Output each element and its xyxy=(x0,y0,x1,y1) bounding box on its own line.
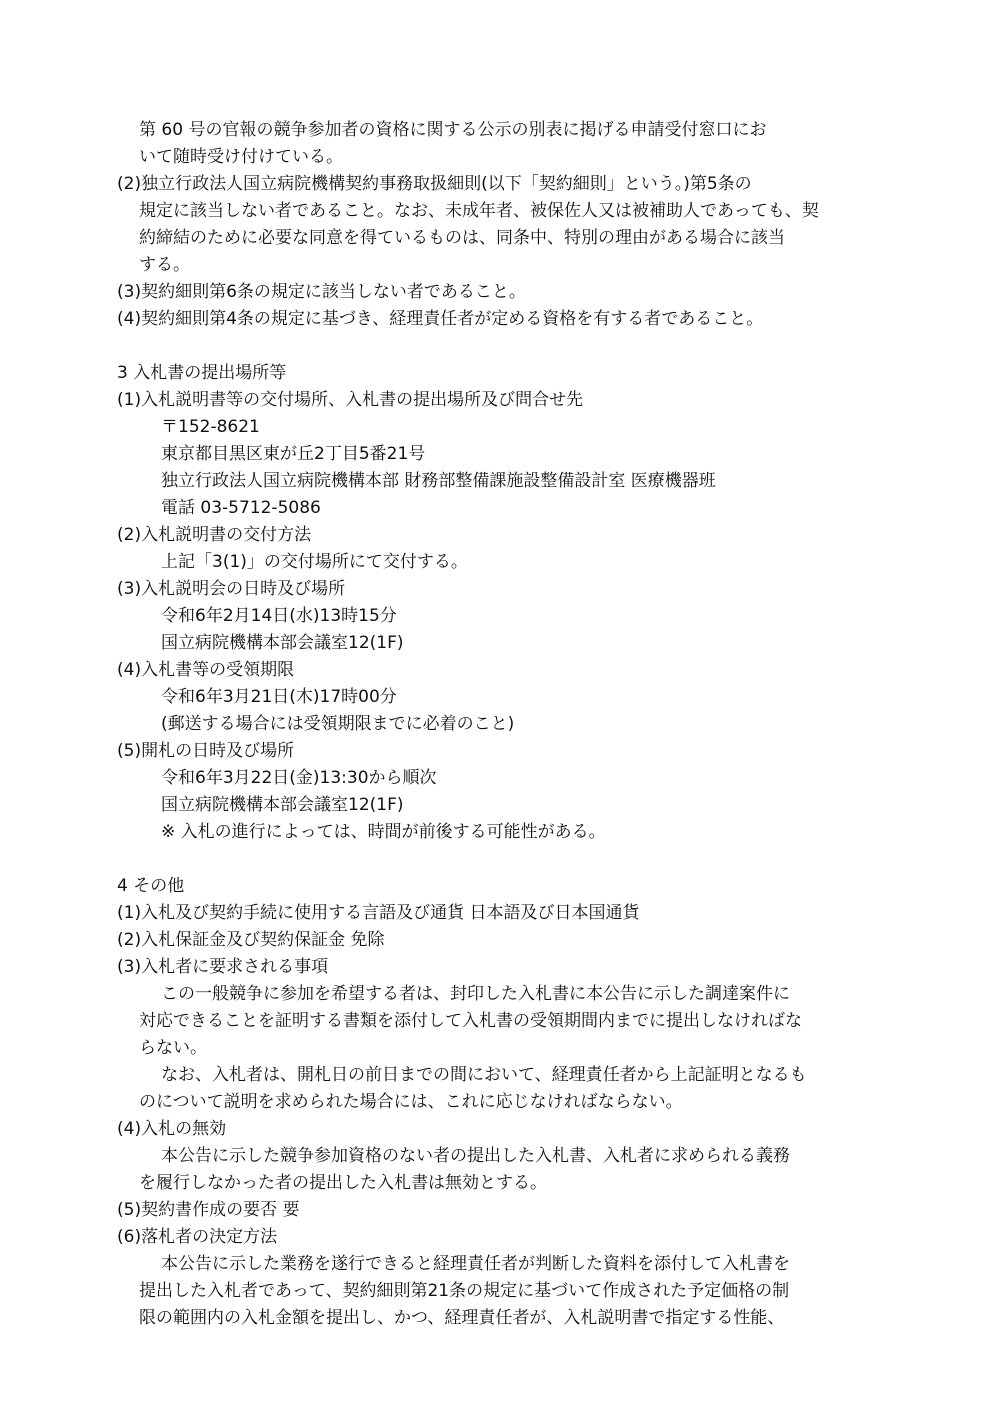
paragraph-line: いて随時受け付けている。 xyxy=(139,147,343,167)
paragraph-line: なお、入札者は、開札日の前日までの間において、経理責任者から上記証明となるも xyxy=(161,1065,807,1085)
list-item: (1)入札説明書等の交付場所、入札書の提出場所及び問合せ先 xyxy=(117,390,584,410)
list-item: (5)契約書作成の要否 要 xyxy=(117,1200,300,1220)
paragraph-line: 上記「3(1)」の交付場所にて交付する。 xyxy=(161,552,468,572)
note: (郵送する場合には受領期限までに必着のこと) xyxy=(161,714,515,734)
paragraph-line: を履行しなかった者の提出した入札書は無効とする。 xyxy=(139,1173,547,1193)
paragraph-line: 第 60 号の官報の競争参加者の資格に関する公示の別表に掲げる申請受付窓口にお xyxy=(139,120,767,140)
paragraph-line: 本公告に示した競争参加資格のない者の提出した入札書、入札者に求められる義務 xyxy=(161,1146,790,1166)
list-item: (6)落札者の決定方法 xyxy=(117,1227,278,1247)
paragraph-line: 対応できることを証明する書類を添付して入札書の受領期間内までに提出しなければな xyxy=(139,1011,802,1031)
list-item: (4)入札書等の受領期限 xyxy=(117,660,295,680)
address: 東京都目黒区東が丘2丁目5番21号 xyxy=(161,444,426,464)
paragraph-line: 本公告に示した業務を遂行できると経理責任者が判断した資料を添付して入札書を xyxy=(161,1254,790,1274)
list-item: (4)契約細則第4条の規定に基づき、経理責任者が定める資格を有する者であること。 xyxy=(117,309,764,329)
datetime: 令和6年3月22日(金)13:30から順次 xyxy=(161,768,437,788)
paragraph-line: 提出した入札者であって、契約細則第21条の規定に基づいて作成された予定価格の制 xyxy=(139,1281,790,1301)
list-item: (2)入札保証金及び契約保証金 免除 xyxy=(117,930,385,950)
list-item: (3)入札説明会の日時及び場所 xyxy=(117,579,346,599)
list-item: (4)入札の無効 xyxy=(117,1119,227,1139)
phone-number: 電話 03-5712-5086 xyxy=(161,498,321,518)
paragraph-line: 約締結のために必要な同意を得ているものは、同条中、特別の理由がある場合に該当 xyxy=(139,228,785,248)
list-item: (3)契約細則第6条の規定に該当しない者であること。 xyxy=(117,282,526,302)
paragraph-line: 限の範囲内の入札金額を提出し、かつ、経理責任者が、入札説明書で指定する性能、 xyxy=(139,1308,785,1328)
paragraph-line: のについて説明を求められた場合には、これに応じなければならない。 xyxy=(139,1092,683,1112)
postal-code: 〒152-8621 xyxy=(161,417,260,437)
list-item: (3)入札者に要求される事項 xyxy=(117,957,329,977)
paragraph-line: この一般競争に参加を希望する者は、封印した入札書に本公告に示した調達案件に xyxy=(161,984,790,1004)
place: 国立病院機構本部会議室12(1F) xyxy=(161,795,404,815)
list-item: (5)開札の日時及び場所 xyxy=(117,741,295,761)
section-heading: 4 その他 xyxy=(117,876,185,896)
datetime: 令和6年2月14日(水)13時15分 xyxy=(161,606,397,626)
paragraph-line: らない。 xyxy=(139,1038,207,1058)
list-item: (2)独立行政法人国立病院機構契約事務取扱細則(以下「契約細則」という。)第5条の xyxy=(117,174,752,194)
datetime: 令和6年3月21日(木)17時00分 xyxy=(161,687,397,707)
spacer xyxy=(117,846,887,873)
list-item: (2)入札説明書の交付方法 xyxy=(117,525,312,545)
paragraph-line: する。 xyxy=(139,255,190,275)
paragraph-line: 規定に該当しない者であること。なお、未成年者、被保佐人又は被補助人であっても、契 xyxy=(139,201,819,221)
section-heading: 3 入札書の提出場所等 xyxy=(117,363,287,383)
place: 国立病院機構本部会議室12(1F) xyxy=(161,633,404,653)
document-body xyxy=(117,117,887,1332)
organization: 独立行政法人国立病院機構本部 財務部整備課施設整備設計室 医療機器班 xyxy=(161,471,716,491)
spacer xyxy=(117,333,887,360)
note: ※ 入札の進行によっては、時間が前後する可能性がある。 xyxy=(161,822,606,842)
list-item: (1)入札及び契約手続に使用する言語及び通貨 日本語及び日本国通貨 xyxy=(117,903,640,923)
